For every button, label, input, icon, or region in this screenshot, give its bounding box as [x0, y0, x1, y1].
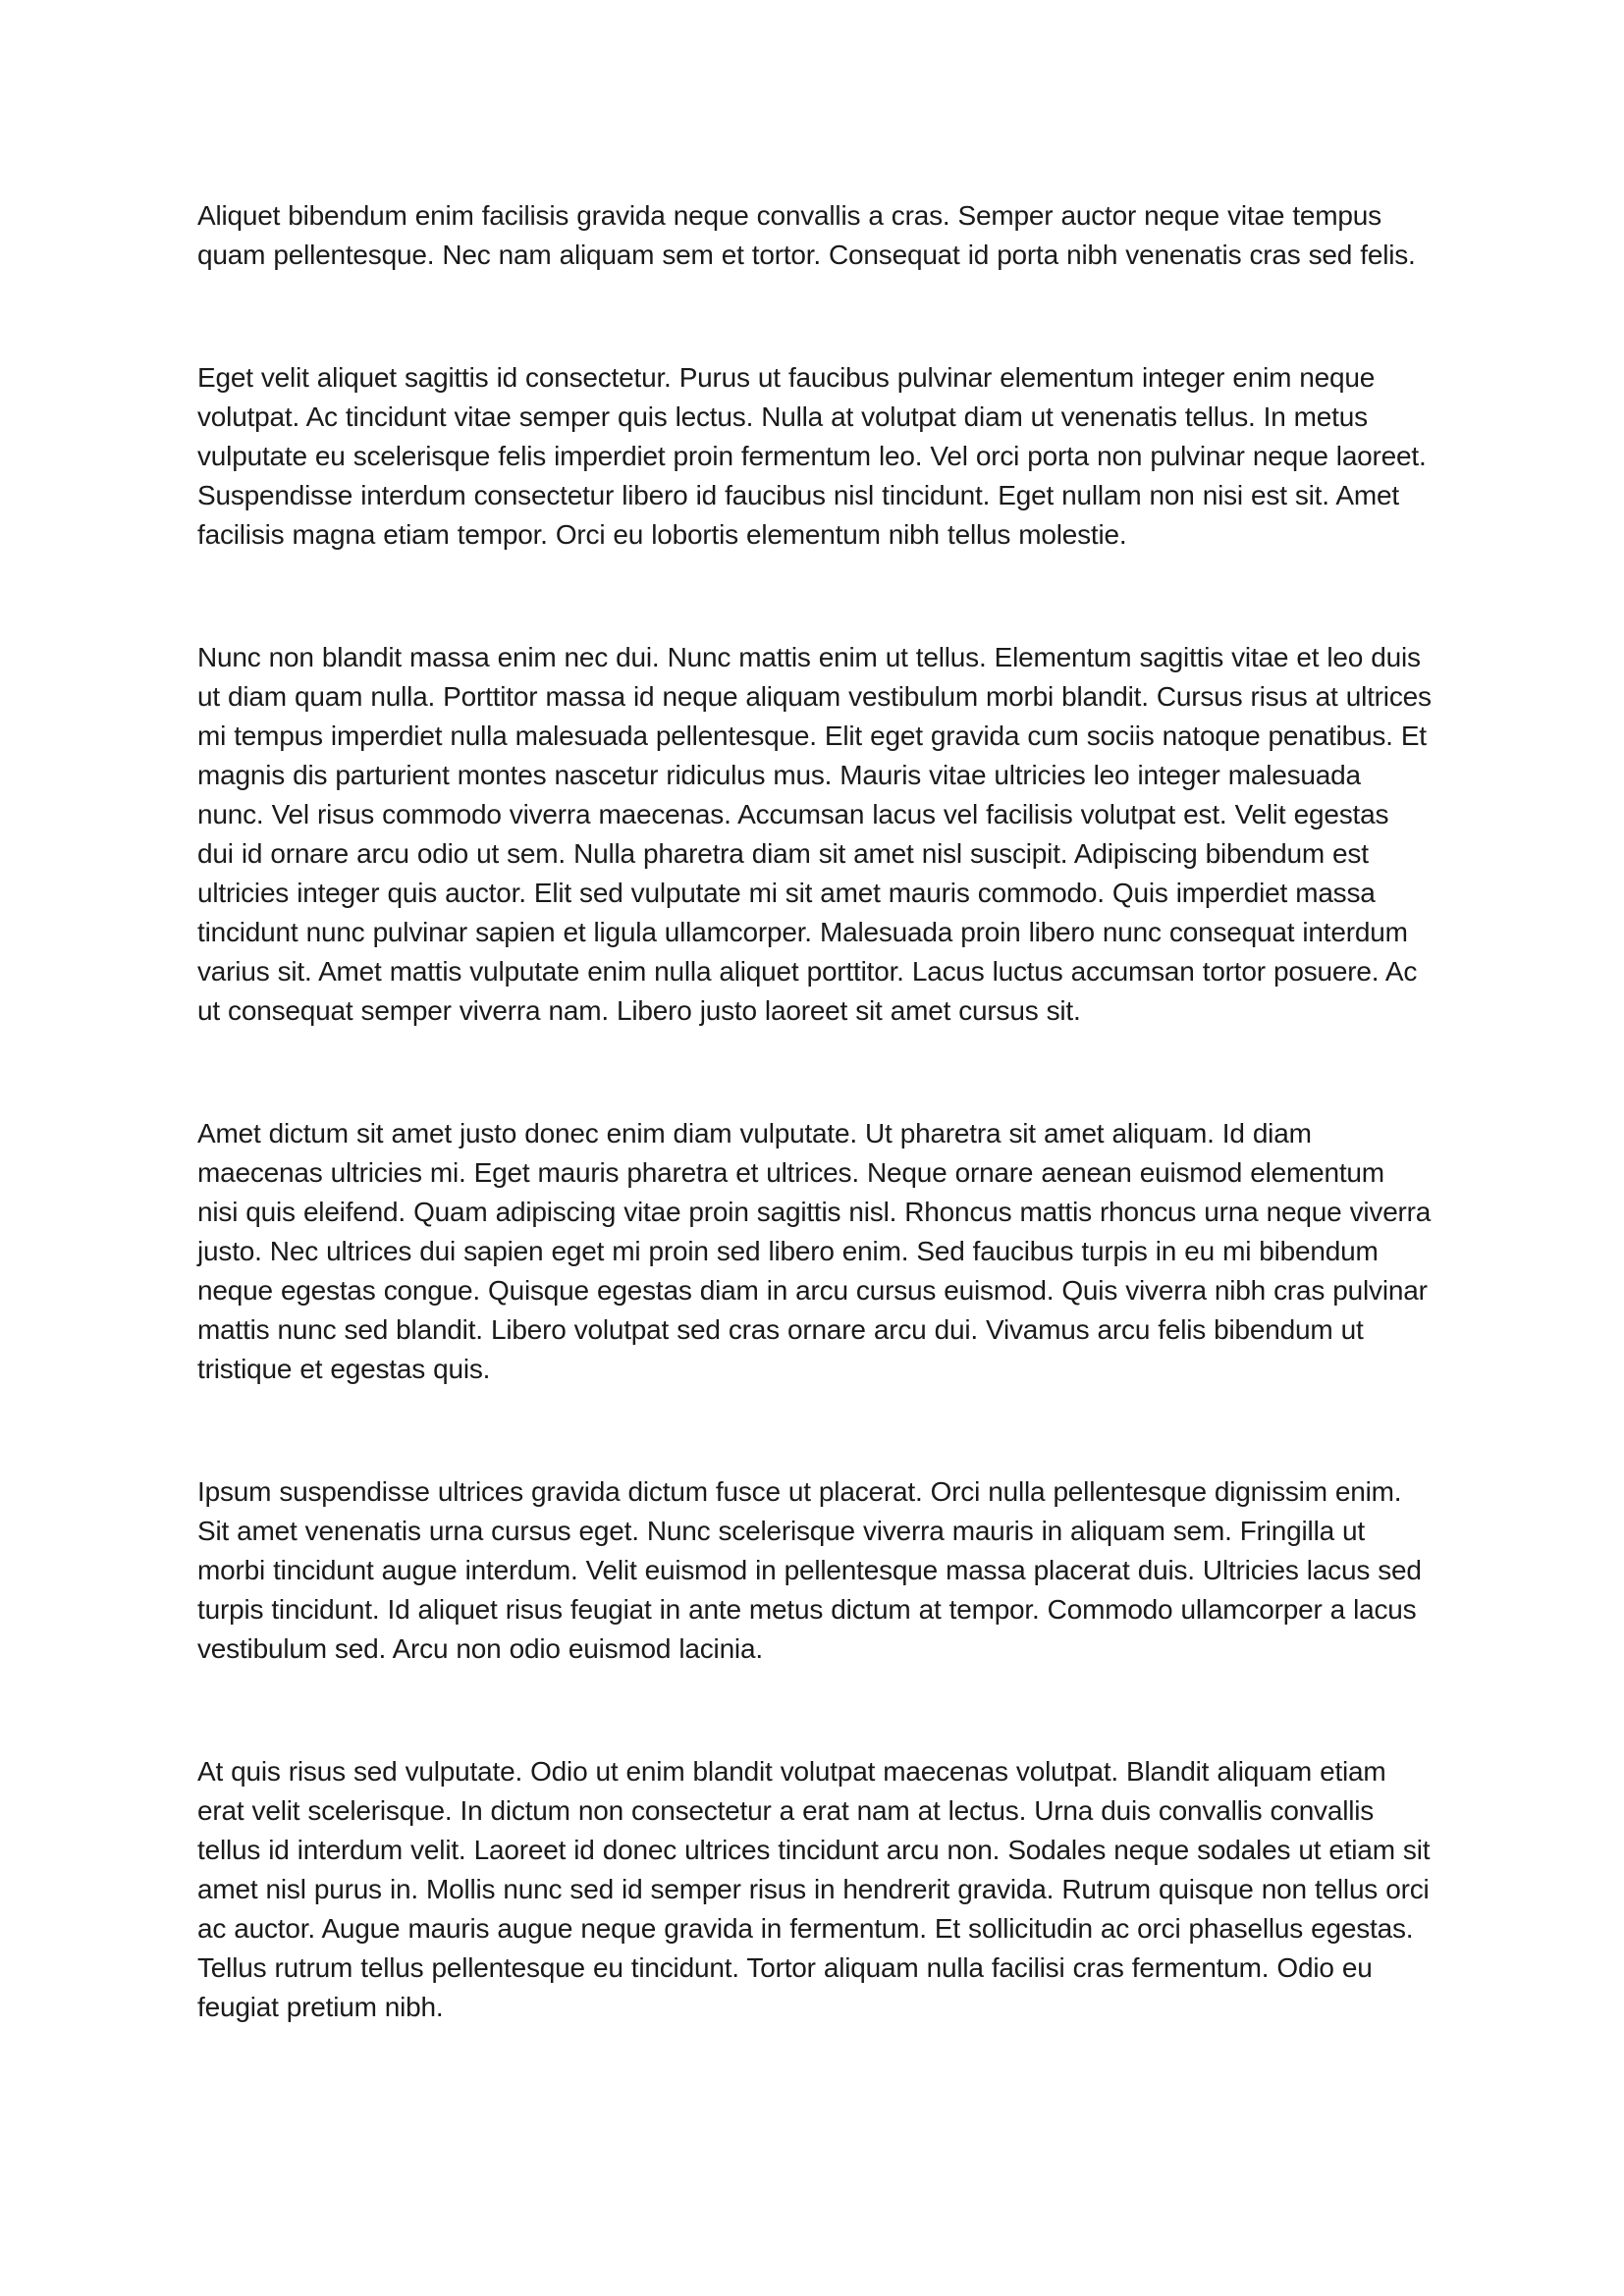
paragraph: Aliquet bibendum enim facilisis gravida neque convallis a cras. Semper auctor neque vitae tempus quam pellentesque. Nec nam aliquam sem et tortor. Consequat id porta nibh venenatis cras sed felis.: [197, 200, 1416, 270]
paragraph: Eget velit aliquet sagittis id consectetur. Purus ut faucibus pulvinar elementum integer enim neque volutpat. Ac tincidunt vitae semper quis lectus. Nulla at volutpat diam ut venenatis tellus. In metus vulputate eu scelerisque felis imperdiet proin fermentum leo. Vel orci porta non pulvinar neque laoreet. Suspendisse interdum consectetur libero id faucibus nisl tincidunt. Eget nullam non nisi est sit. Amet facilisis magna etiam tempor. Orci eu lobortis elementum nibh tellus molestie.: [197, 362, 1427, 550]
paragraph: Amet dictum sit amet justo donec enim diam vulputate. Ut pharetra sit amet aliquam. Id diam maecenas ultricies mi. Eget mauris pharetra et ultrices. Neque ornare aenean euismod elementum nisi quis eleifend. Quam adipiscing vitae proin sagittis nisl. Rhoncus mattis rhoncus urna neque viverra justo. Nec ultrices dui sapien eget mi proin sed libero enim. Sed faucibus turpis in eu mi bibendum neque egestas congue. Quisque egestas diam in arcu cursus euismod. Quis viverra nibh cras pulvinar mattis nunc sed blandit. Libero volutpat sed cras ornare arcu dui. Vivamus arcu felis bibendum ut tristique et egestas quis.: [197, 1118, 1432, 1384]
paragraph: Ipsum suspendisse ultrices gravida dictum fusce ut placerat. Orci nulla pellentesque dignissim enim. Sit amet venenatis urna cursus eget. Nunc scelerisque viverra mauris in aliquam sem. Fringilla ut morbi tincidunt augue interdum. Velit euismod in pellentesque massa placerat duis. Ultricies lacus sed turpis tincidunt. Id aliquet risus feugiat in ante metus dictum at tempor. Commodo ullamcorper a lacus vestibulum sed. Arcu non odio euismod lacinia.: [197, 1476, 1422, 1664]
paragraph: At quis risus sed vulputate. Odio ut enim blandit volutpat maecenas volutpat. Blandit aliquam etiam erat velit scelerisque. In dictum non consectetur a erat nam at lectus. Urna duis convallis convallis tellus id interdum velit. Laoreet id donec ultrices tincidunt arcu non. Sodales neque sodales ut etiam sit amet nisl purus in. Mollis nunc sed id semper risus in hendrerit gravida. Rutrum quisque non tellus orci ac auctor. Augue mauris augue neque gravida in fermentum. Et sollicitudin ac orci phasellus egestas. Tellus rutrum tellus pellentesque eu tincidunt. Tortor aliquam nulla facilisi cras fermentum. Odio eu feugiat pretium nibh.: [197, 1756, 1431, 2022]
document-text-body: [197, 196, 1433, 2027]
paragraph: Nunc non blandit massa enim nec dui. Nunc mattis enim ut tellus. Elementum sagittis vitae et leo duis ut diam quam nulla. Porttitor massa id neque aliquam vestibulum morbi blandit. Cursus risus at ultrices mi tempus imperdiet nulla malesuada pellentesque. Elit eget gravida cum sociis natoque penatibus. Et magnis dis parturient montes nascetur ridiculus mus. Mauris vitae ultricies leo integer malesuada nunc. Vel risus commodo viverra maecenas. Accumsan lacus vel facilisis volutpat est. Velit egestas dui id ornare arcu odio ut sem. Nulla pharetra diam sit amet nisl suscipit. Adipiscing bibendum est ultricies integer quis auctor. Elit sed vulputate mi sit amet mauris commodo. Quis imperdiet massa tincidunt nunc pulvinar sapien et ligula ullamcorper. Malesuada proin libero nunc consequat interdum varius sit. Amet mattis vulputate enim nulla aliquet porttitor. Lacus luctus accumsan tortor posuere. Ac ut consequat semper viverra nam. Libero justo laoreet sit amet cursus sit.: [197, 642, 1432, 1026]
